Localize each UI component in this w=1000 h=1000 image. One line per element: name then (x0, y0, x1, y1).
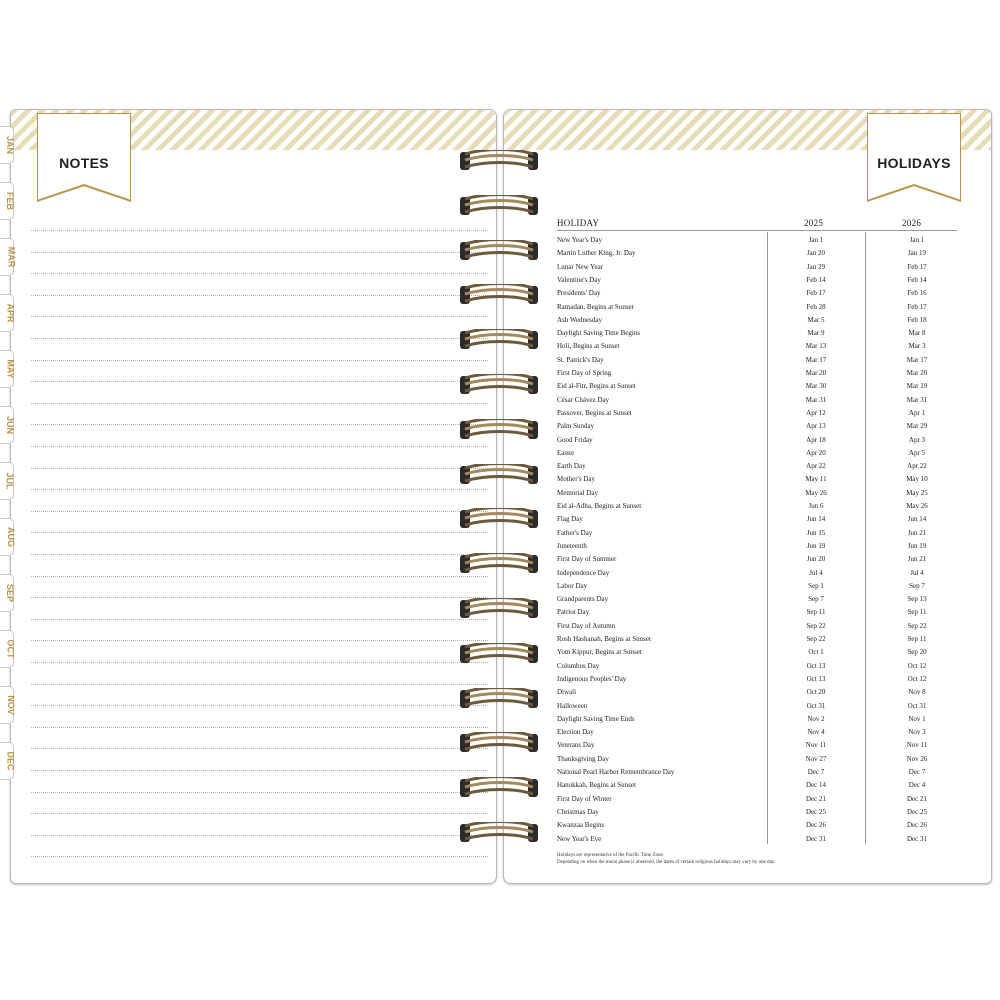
holiday-name: Earth Day (557, 462, 586, 471)
table-row (557, 356, 957, 369)
header-holiday: HOLIDAY (557, 218, 600, 228)
spiral-coil (460, 732, 538, 754)
month-tab-label: AUG (6, 527, 16, 547)
holiday-name: Easter (557, 448, 575, 457)
date-2026: Jun 21 (907, 528, 927, 537)
date-2025: Sep 7 (808, 595, 824, 604)
date-2025: Dec 21 (805, 794, 827, 803)
date-2025: Dec 7 (807, 768, 825, 776)
date-2025: Feb 17 (806, 289, 826, 298)
date-2026: Feb 17 (907, 302, 927, 311)
ruled-line (31, 813, 488, 814)
holiday-name: Mother's Day (557, 475, 596, 484)
month-tab[interactable] (0, 238, 17, 276)
date-2026: Feb 16 (907, 289, 927, 298)
table-row (557, 795, 957, 808)
date-2025: Sep 1 (808, 581, 824, 590)
holiday-name: Daylight Saving Time Ends (557, 714, 635, 723)
date-2025: Jul 4 (809, 568, 823, 577)
ruled-line (31, 705, 488, 706)
holiday-name: Hanukkah, Begins at Sunset (557, 781, 636, 790)
date-2025: Apr 20 (806, 448, 826, 457)
date-2026: Mar 19 (906, 382, 928, 391)
spiral-coil (460, 374, 538, 396)
table-row (557, 409, 957, 422)
spiral-coil (460, 284, 538, 306)
date-2026: Oct 31 (907, 701, 927, 710)
holiday-name: Rosh Hashanah, Begins at Sunset (557, 635, 651, 643)
ruled-line (31, 468, 488, 469)
month-tab[interactable] (0, 406, 14, 444)
month-tab[interactable] (0, 294, 14, 332)
holiday-name: First Day of Winter (557, 794, 612, 803)
holiday-name: First Day of Spring (557, 369, 612, 377)
holiday-name: Patriot Day (557, 608, 590, 617)
table-row (557, 329, 957, 342)
spiral-coil (460, 464, 538, 486)
holiday-name: Indigenous Peoples' Day (557, 674, 627, 683)
ruled-line (31, 230, 488, 231)
date-2026: Apr 3 (908, 435, 926, 444)
table-row (557, 289, 957, 302)
table-row (557, 502, 957, 515)
date-2025: Apr 12 (806, 408, 826, 417)
table-row (557, 342, 957, 355)
table-row (557, 529, 957, 542)
holiday-name: Labor Day (557, 581, 588, 590)
date-2026: Dec 21 (906, 794, 928, 803)
month-tab-label: DEC (5, 751, 16, 771)
date-2026: Dec 4 (908, 781, 926, 790)
table-row (557, 622, 957, 635)
ruled-line (31, 597, 488, 598)
holiday-name: Yom Kippur, Begins at Sunset (557, 648, 642, 657)
date-2026: May 25 (906, 488, 928, 497)
date-2025: Oct 13 (806, 674, 826, 683)
date-2025: Dec 25 (805, 807, 827, 816)
holiday-name: Good Friday (557, 435, 593, 444)
date-2026: Mar 3 (908, 342, 926, 351)
holidays-banner (867, 113, 961, 203)
holiday-name: Independence Day (557, 568, 610, 577)
ruled-line (31, 684, 488, 685)
month-tab-label: JAN (5, 135, 16, 155)
date-2026: Jul 4 (910, 568, 924, 577)
table-row (557, 688, 957, 701)
date-2026: Dec 26 (906, 821, 928, 830)
table-row (557, 635, 957, 648)
holiday-name: Diwali (557, 688, 577, 697)
spiral-coil (460, 822, 538, 844)
ruled-line (31, 662, 488, 663)
table-row (557, 249, 957, 262)
date-2025: Mar 9 (807, 329, 825, 338)
holiday-name: Palm Sunday (557, 422, 595, 431)
holiday-name: Eid al-Fitr, Begins at Sunset (557, 382, 636, 391)
date-2026: Jun 21 (907, 555, 927, 564)
date-2025: Jan 20 (806, 249, 826, 258)
date-2025: Sep 22 (806, 635, 826, 643)
date-2026: Jun 14 (907, 515, 927, 524)
spiral-coil (460, 240, 538, 262)
holiday-name: Martin Luther King, Jr. Day (557, 249, 636, 258)
date-2026: Jan 19 (907, 249, 927, 258)
date-2025: Oct 31 (806, 701, 826, 710)
ruled-line (31, 295, 488, 296)
date-2025: Mar 20 (805, 369, 827, 377)
date-2026: Sep 7 (909, 581, 925, 590)
month-tab-label: JUN (5, 415, 16, 435)
date-2025: Feb 28 (806, 302, 826, 311)
header-2025: 2025 (804, 218, 824, 228)
holiday-name: Flag Day (557, 515, 583, 524)
ruled-line (31, 576, 488, 577)
ruled-line (31, 727, 488, 728)
date-2026: Apr 5 (908, 448, 926, 457)
date-2025: Mar 13 (805, 342, 827, 351)
date-2026: Sep 11 (907, 608, 927, 617)
table-row (557, 755, 957, 768)
month-tab-label: MAY (5, 359, 16, 379)
date-2026: May 26 (906, 502, 928, 510)
holiday-name: National Pearl Harbor Remembrance Day (557, 768, 675, 776)
spiral-coil (460, 688, 538, 710)
date-2026: Nov 1 (908, 714, 926, 723)
date-2025: Oct 13 (806, 661, 826, 670)
table-row (557, 436, 957, 449)
table-row (557, 449, 957, 462)
ruled-line (31, 489, 488, 490)
date-2026: Mar 31 (906, 395, 928, 404)
date-2025: Mar 17 (805, 355, 827, 364)
holiday-name: Election Day (557, 728, 594, 737)
ruled-line (31, 381, 488, 382)
table-row (557, 489, 957, 502)
ruled-line (31, 619, 488, 620)
date-2025: May 11 (805, 475, 827, 484)
date-2025: Jun 14 (806, 515, 826, 524)
holiday-name: Valentine's Day (557, 275, 601, 284)
table-row (557, 303, 957, 316)
date-2026: Jan 1 (909, 236, 925, 244)
date-2025: Nov 4 (807, 728, 825, 737)
date-2025: Mar 31 (805, 395, 827, 404)
holiday-name: Kwanzaa Begins (557, 821, 605, 830)
month-tab-label: OCT (5, 639, 16, 659)
spiral-coil (460, 643, 538, 665)
holiday-name: Ash Wednesday (557, 315, 602, 324)
holiday-name: Eid al-Adha, Begins at Sunset (557, 502, 642, 510)
table-row (557, 236, 957, 249)
holiday-name: Presidents' Day (557, 289, 601, 298)
holiday-name: Columbus Day (557, 661, 600, 670)
holiday-name: Halloween (557, 701, 588, 710)
date-2026: Nov 8 (908, 688, 926, 697)
footnote-line: Holidays are representative of the Pacific Time Zone. (557, 853, 664, 858)
date-2026: Nov 26 (906, 754, 928, 763)
date-2025: Sep 22 (806, 621, 826, 630)
holiday-name: Juneteenth (557, 541, 587, 550)
footnotes (557, 852, 957, 866)
table-row (557, 808, 957, 821)
date-2025: Nov 11 (805, 741, 827, 750)
table-row (557, 555, 957, 568)
table-row (557, 595, 957, 608)
month-tab-label: SEP (5, 583, 16, 603)
ruled-line (31, 856, 488, 857)
ruled-line (31, 792, 488, 793)
holiday-name: Ramadan, Begins at Sunset (557, 302, 634, 311)
ruled-line (31, 360, 488, 361)
month-tab[interactable] (0, 126, 14, 164)
spiral-coil (460, 150, 538, 172)
table-row (557, 728, 957, 741)
table-row (557, 276, 957, 289)
table-row (557, 396, 957, 409)
date-2026: Apr 1 (908, 408, 926, 417)
table-row (557, 475, 957, 488)
date-2025: Dec 14 (805, 781, 827, 790)
date-2026: Dec 31 (906, 834, 928, 843)
spiral-coil (460, 598, 538, 620)
date-2026: Mar 8 (908, 329, 926, 338)
date-2026: Dec 7 (908, 768, 926, 776)
footnote-line: Depending on when the moon phase is observed, the dates of certain religious holidays may vary by one day. (557, 860, 776, 865)
holiday-name: New Year's Day (557, 236, 603, 244)
table-row (557, 608, 957, 621)
ruled-line (31, 316, 488, 317)
date-2026: May 10 (906, 475, 928, 484)
spiral-coil (460, 777, 538, 799)
table-row (557, 542, 957, 555)
holiday-name: Holi, Begins at Sunset (557, 342, 620, 351)
spiral-coil (460, 553, 538, 575)
holiday-name: First Day of Summer (557, 555, 617, 564)
date-2026: Nov 11 (906, 741, 928, 750)
header-2026: 2026 (902, 218, 922, 228)
table-row (557, 382, 957, 395)
date-2026: Dec 25 (906, 807, 928, 816)
date-2025: Dec 26 (805, 821, 827, 830)
holiday-name: Lunar New Year (557, 262, 604, 271)
holiday-name: César Chávez Day (557, 395, 610, 404)
ruled-line (31, 640, 488, 641)
table-row (557, 462, 957, 475)
holiday-name: Father's Day (557, 528, 593, 537)
spiral-coil (460, 508, 538, 530)
ruled-line (31, 835, 488, 836)
month-tab[interactable] (0, 630, 14, 668)
holiday-name: New Year's Eve (557, 834, 602, 843)
holiday-name: First Day of Autumn (557, 621, 616, 630)
ruled-line (31, 424, 488, 425)
holidays-title: HOLIDAYS (877, 155, 951, 171)
date-2025: Apr 22 (806, 462, 826, 471)
date-2026: Apr 22 (907, 462, 927, 471)
spiral-coil (460, 419, 538, 441)
date-2025: Feb 14 (806, 275, 826, 284)
date-2026: Oct 12 (907, 674, 927, 683)
date-2025: Mar 5 (807, 315, 825, 324)
date-2025: Oct 1 (808, 648, 824, 657)
notes-title: NOTES (59, 155, 109, 171)
month-tab-label: APR (5, 303, 16, 323)
table-row (557, 781, 957, 794)
date-2025: Jun 20 (806, 555, 826, 564)
table-row (557, 662, 957, 675)
holiday-name: St. Patrick's Day (557, 355, 604, 364)
ruled-line (31, 338, 488, 339)
month-tab-label: FEB (5, 192, 15, 210)
date-2025: Apr 13 (806, 422, 826, 431)
ruled-line (31, 252, 488, 253)
table-row (557, 675, 957, 688)
table-row (557, 702, 957, 715)
ruled-line (31, 273, 488, 274)
ruled-line (31, 748, 488, 749)
date-2026: Oct 12 (907, 661, 927, 670)
holiday-name: Daylight Saving Time Begins (557, 329, 641, 338)
date-2026: Feb 18 (907, 315, 927, 324)
holidays-page (503, 109, 992, 884)
table-row (557, 821, 957, 834)
date-2025: Jun 19 (806, 541, 826, 550)
table-row (557, 263, 957, 276)
date-2025: May 26 (805, 488, 827, 497)
holiday-name: Veterans Day (557, 741, 595, 750)
month-tab[interactable] (0, 518, 14, 556)
date-2026: Sep 13 (907, 595, 927, 604)
month-tab[interactable] (0, 574, 14, 612)
date-2026: Mar 29 (906, 422, 928, 431)
date-2026: Sep 20 (907, 648, 927, 657)
date-2026: Mar 17 (906, 355, 928, 364)
holiday-name: Grandparents Day (557, 595, 609, 604)
date-2026: Sep 11 (907, 635, 927, 643)
date-2025: Oct 20 (806, 688, 826, 697)
date-2025: Jun 6 (808, 502, 824, 510)
ruled-line (31, 511, 488, 512)
holiday-name: Memorial Day (557, 488, 599, 497)
table-row (557, 768, 957, 781)
ruled-line (31, 554, 488, 555)
table-row (557, 515, 957, 528)
month-tab[interactable] (0, 742, 14, 780)
table-row (557, 369, 957, 382)
spiral-coil (460, 195, 538, 217)
date-2025: Jan 29 (806, 262, 826, 271)
month-tab[interactable] (0, 350, 14, 388)
date-2025: Mar 30 (805, 382, 827, 391)
date-2025: Dec 31 (805, 834, 827, 843)
date-2025: Nov 2 (807, 714, 825, 723)
table-row (557, 648, 957, 661)
month-tab-label: NOV (5, 695, 16, 715)
date-2026: Mar 20 (906, 369, 928, 377)
date-2025: Sep 11 (806, 608, 826, 617)
holiday-name: Thanksgiving Day (557, 754, 609, 763)
table-row (557, 835, 957, 848)
notes-page (10, 109, 497, 884)
table-row (557, 422, 957, 435)
spiral-coil (460, 329, 538, 351)
month-tab[interactable] (0, 686, 14, 724)
holiday-name: Christmas Day (557, 807, 599, 816)
table-row (557, 582, 957, 595)
date-2025: Jun 15 (806, 528, 826, 537)
date-2026: Feb 17 (907, 262, 927, 271)
ruled-line (31, 403, 488, 404)
ruled-line (31, 532, 488, 533)
ruled-line (31, 446, 488, 447)
date-2026: Sep 22 (907, 621, 927, 630)
date-2025: Jan 1 (808, 236, 824, 244)
date-2026: Jun 19 (907, 541, 927, 550)
date-2025: Nov 27 (805, 754, 827, 763)
date-2026: Nov 3 (908, 728, 926, 737)
notes-banner (37, 113, 131, 203)
date-2025: Apr 18 (806, 435, 826, 444)
ruled-line (31, 770, 488, 771)
holiday-name: Passover, Begins at Sunset (557, 408, 632, 417)
month-tab-label: JUL (4, 472, 15, 490)
table-row (557, 741, 957, 754)
header-rule (557, 230, 957, 231)
month-tab[interactable] (0, 182, 14, 220)
table-row (557, 316, 957, 329)
table-row (557, 715, 957, 728)
date-2026: Feb 14 (907, 275, 927, 284)
table-row (557, 569, 957, 582)
month-tab-label: MAR (6, 246, 17, 268)
month-tab[interactable] (0, 462, 14, 500)
